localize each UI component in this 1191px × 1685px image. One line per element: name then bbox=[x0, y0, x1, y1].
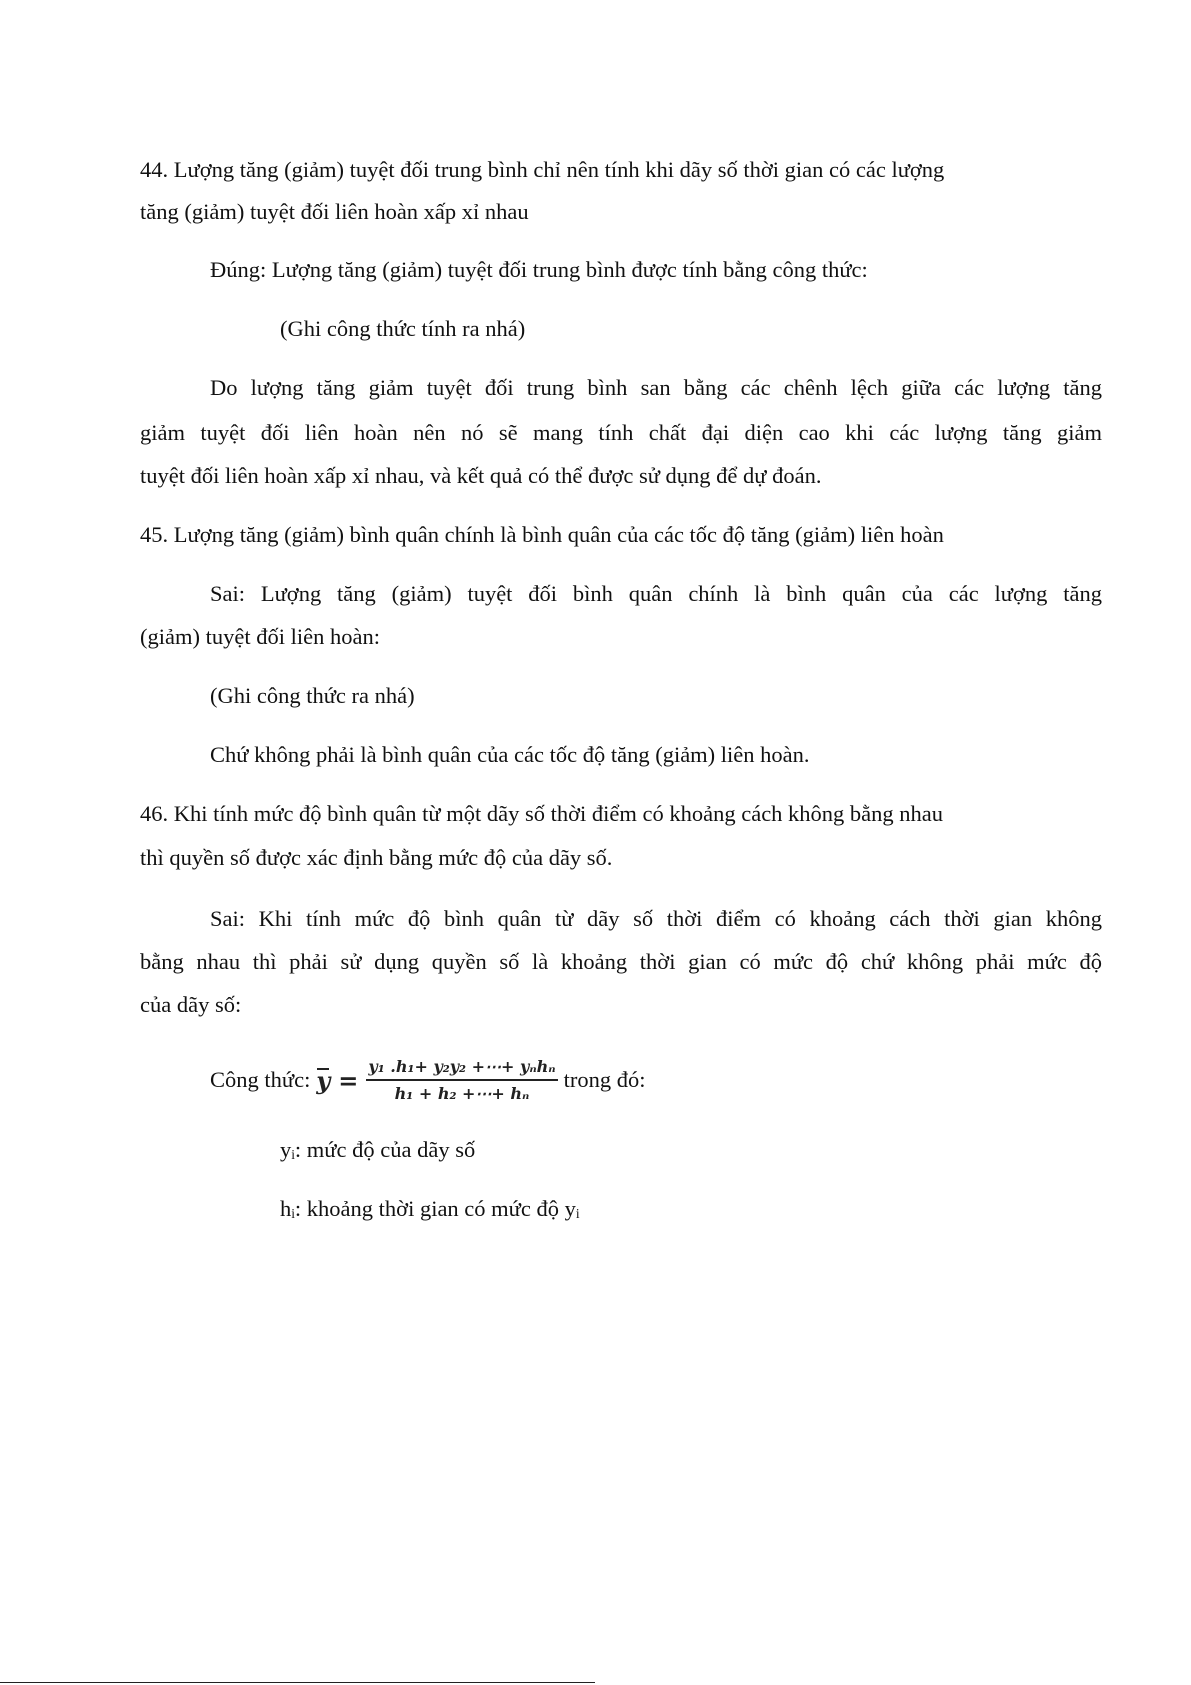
formula-fraction bbox=[366, 1057, 557, 1103]
q46-answer2: bằng nhau thì phải sử dụng quyền số là khoảng thời gian có mức độ chứ không phải mức độ bbox=[140, 949, 1102, 974]
footnote-divider bbox=[0, 1682, 595, 1683]
equals-sign: = bbox=[338, 1065, 359, 1095]
q44-line1: 44. Lượng tăng (giảm) tuyệt đối trung bình chỉ nên tính khi dãy số thời gian có các lượng bbox=[140, 157, 945, 182]
formula-lhs: y bbox=[316, 1065, 331, 1095]
q45-closing: Chứ không phải là bình quân của các tốc độ tăng (giảm) liên hoàn. bbox=[210, 742, 810, 767]
definition-y: yᵢ: mức độ của dãy số bbox=[280, 1137, 476, 1162]
q45-note: (Ghi công thức ra nhá) bbox=[210, 683, 415, 708]
q45-answer2: (giảm) tuyệt đối liên hoàn: bbox=[140, 624, 380, 649]
q45-answer1: Sai: Lượng tăng (giảm) tuyệt đối bình quân chính là bình quân của các lượng tăng bbox=[210, 581, 1102, 606]
q46-line1: 46. Khi tính mức độ bình quân từ một dãy số thời điểm có khoảng cách không bằng nhau bbox=[140, 801, 944, 826]
q46-line2: thì quyền số được xác định bằng mức độ của dãy số. bbox=[140, 845, 613, 870]
q44-answer: Đúng: Lượng tăng (giảm) tuyệt đối trung bình được tính bằng công thức: bbox=[210, 257, 868, 282]
q44-explain3: tuyệt đối liên hoàn xấp xỉ nhau, và kết quả có thể được sử dụng để dự đoán. bbox=[140, 463, 822, 488]
weighted-mean-formula bbox=[316, 1057, 557, 1103]
definition-h: hᵢ: khoảng thời gian có mức độ yᵢ bbox=[280, 1196, 580, 1221]
q46-answer3: của dãy số: bbox=[140, 992, 242, 1017]
formula-row bbox=[210, 1050, 645, 1110]
q46-answer1: Sai: Khi tính mức độ bình quân từ dãy số thời điểm có khoảng cách thời gian không bbox=[210, 906, 1102, 931]
formula-numerator: y₁ .h₁+ y₂y₂ +⋯+ yₙhₙ bbox=[366, 1057, 557, 1081]
q45-line1: 45. Lượng tăng (giảm) bình quân chính là bình quân của các tốc độ tăng (giảm) liên hoàn bbox=[140, 522, 944, 547]
formula-denominator: h₁ + h₂ +⋯+ hₙ bbox=[394, 1084, 530, 1103]
q44-explain2: giảm tuyệt đối liên hoàn nên nó sẽ mang tính chất đại diện cao khi các lượng tăng giảm bbox=[140, 420, 1102, 445]
q44-line2: tăng (giảm) tuyệt đối liên hoàn xấp xỉ nhau bbox=[140, 199, 529, 224]
formula-suffix: trong đó: bbox=[563, 1067, 646, 1092]
q44-explain1: Do lượng tăng giảm tuyệt đối trung bình san bằng các chênh lệch giữa các lượng tăng bbox=[210, 375, 1102, 400]
q44-note: (Ghi công thức tính ra nhá) bbox=[280, 316, 526, 341]
formula-label: Công thức: bbox=[210, 1067, 311, 1092]
